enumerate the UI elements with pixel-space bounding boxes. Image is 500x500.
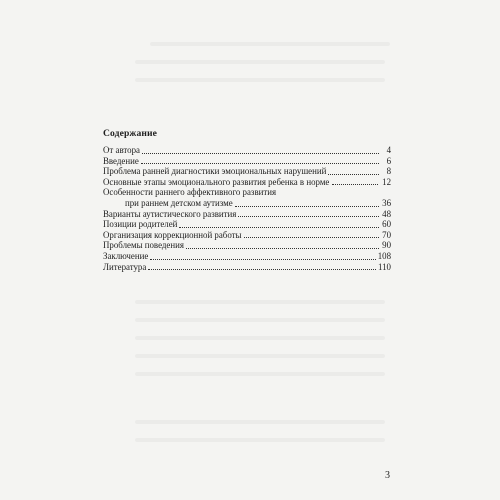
toc-entry-page: 108	[377, 250, 391, 261]
show-through-line	[135, 420, 385, 424]
toc-entry-page: 36	[382, 197, 391, 208]
page-number: 3	[385, 470, 390, 481]
show-through-line	[135, 300, 385, 304]
toc-entry[interactable]	[103, 177, 391, 188]
show-through-line	[150, 42, 390, 46]
toc-entry-page: 60	[382, 219, 391, 230]
toc-entry-page: 6	[386, 155, 391, 166]
toc-entry-title: Введение	[103, 155, 139, 166]
table-of-contents	[103, 128, 391, 272]
show-through-line	[135, 372, 385, 376]
toc-entry-title: при раннем детском аутизме	[125, 197, 233, 208]
toc-leader-dots	[332, 177, 378, 185]
toc-leader-dots	[238, 209, 379, 217]
toc-entry-title: Проблемы поведения	[103, 240, 184, 251]
show-through-line	[135, 60, 385, 64]
toc-leader-dots	[186, 241, 379, 249]
toc-leader-dots	[244, 230, 380, 238]
toc-leader-dots	[235, 199, 379, 207]
toc-entry-title: Литература	[103, 261, 147, 272]
toc-entry-title: От автора	[103, 145, 140, 155]
toc-entry[interactable]	[103, 251, 391, 262]
toc-entry[interactable]	[103, 166, 391, 177]
show-through-line	[135, 78, 385, 82]
show-through-line	[135, 354, 385, 358]
toc-entry[interactable]	[103, 240, 391, 251]
toc-entry-continuation[interactable]	[103, 198, 391, 209]
toc-entry-title: Организация коррекционной работы	[103, 229, 242, 240]
toc-entry-title: Особенности раннего аффективного развития	[103, 187, 277, 198]
toc-entry[interactable]	[103, 156, 391, 167]
toc-entry[interactable]	[103, 209, 391, 220]
toc-entry-title: Позиции родителей	[103, 219, 178, 230]
toc-leader-dots	[148, 262, 376, 270]
toc-entry-page: 48	[382, 208, 391, 219]
toc-entry-title: Варианты аутистического развития	[103, 208, 237, 219]
toc-entry[interactable]	[103, 230, 391, 241]
toc-entry-page: 8	[386, 166, 391, 177]
show-through-line	[135, 336, 385, 340]
show-through-line	[135, 318, 385, 322]
toc-title: Содержание	[103, 128, 157, 139]
toc-leader-dots	[142, 146, 379, 154]
toc-entry[interactable]	[103, 145, 391, 156]
toc-entry-title: Заключение	[103, 250, 149, 261]
toc-entry-page: 110	[378, 261, 391, 272]
toc-entry[interactable]	[103, 219, 391, 230]
toc-entry-title: Основные этапы эмоционального развития ребенка в норме	[103, 176, 330, 187]
toc-leader-dots	[150, 252, 375, 260]
toc-entry-page: 90	[382, 240, 391, 251]
toc-entry-title: Проблема ранней диагностики эмоциональных нарушений	[103, 166, 327, 177]
toc-leader-dots	[328, 167, 379, 175]
toc-leader-dots	[179, 220, 379, 228]
show-through-line	[135, 438, 385, 442]
toc-entry-page: 70	[382, 229, 391, 240]
toc-entry[interactable]	[103, 187, 391, 198]
toc-entry-page: 12	[382, 176, 391, 187]
toc-entry-page: 4	[386, 145, 391, 155]
toc-leader-dots	[141, 156, 379, 164]
toc-entry[interactable]	[103, 262, 391, 273]
